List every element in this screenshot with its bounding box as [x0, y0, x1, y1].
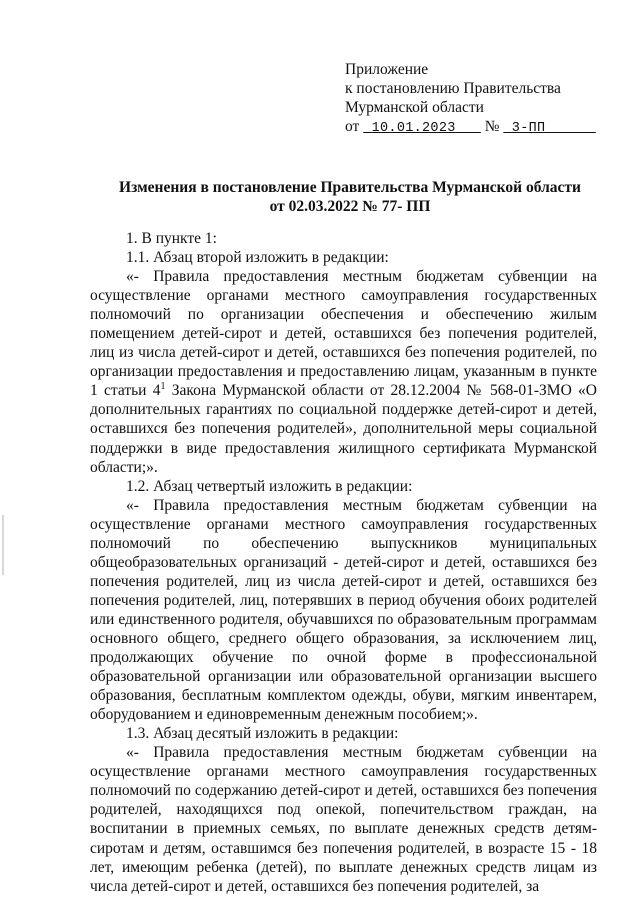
number-prefix: № — [484, 118, 500, 135]
date-value: 10.01.2023 — [371, 121, 456, 136]
date-prefix: от — [345, 118, 360, 135]
title-line-2: от 02.03.2022 № 77- ПП — [269, 198, 431, 215]
appendix-block — [345, 60, 596, 138]
document-title — [90, 178, 610, 216]
appendix-line-3: Мурманской области — [345, 99, 484, 116]
quote-1-superscript: 1 — [160, 381, 166, 393]
quote-1: «- Правила предоставления местным бюджетам субвенции на осуществление органами местного самоуправления государственных полномочий по организации обеспечения и обеспечению жилым помещением детей-сирот и детей, оставшихся без попечения родителей, лиц из числа детей-сирот и детей, оставшихся без попечения родителей, по организации предоставления и предоставлению лицам, указанным в пункте 1 статьи $4^1$ Закона Мурманской области от 28.12.2004 № 568-01-ЗМО «О дополнительных гарантиях по социальной поддержке детей-сирот и детей, оставшихся без попечения родителей», дополнительной меры социальной поддержки в виде предоставления жилищного сертификата Мурманской области;». — [90, 268, 597, 476]
title-line-1: Изменения в постановление Правительства Мурманской области — [119, 179, 581, 196]
appendix-line-1: Приложение — [345, 61, 429, 78]
clause-1-1: 1.1. Абзац второй изложить в редакции: — [126, 249, 389, 267]
clause-1-3: 1.3. Абзац десятый изложить в редакции: — [126, 725, 399, 743]
clause-1: 1. В пункте 1: — [126, 230, 217, 247]
quote-3: «- Правила предоставления местным бюджетам субвенции на осуществление органами местного самоуправления государственных полномочий по содержанию детей-сирот и детей, оставшихся без попечения родителей, находящихся под опекой, попечительством граждан, на воспитании в приемных семьях, по выплате денежных средств детям-сиротам и детям, оставшимся без попечения родителей, в возрасте 15 - 18 лет, имеющим ребенка (детей), по выплате денежных средств лицам из числа детей-сирот и детей, оставшихся без попечения родителей, за — [90, 744, 597, 895]
appendix-date-line — [345, 117, 596, 138]
quote-2: «- Правила предоставления местным бюджетам субвенции на осуществление органами местного самоуправления государственных полномочий по обеспечению выпускников муниципальных общеобразовательных организаций - детей-сирот и детей, оставшихся без попечения родителей, лиц из числа детей-сирот и детей, оставшихся без попечения родителей, лиц, потерявших в период обучения обоих родителей или единственного родителя, обучавшихся по образовательным программам основного общего, среднего общего образования, за исключением лиц, продолжающих обучение по очной форме в профессиональной образовательной организации или образовательной организации высшего образования, бесплатным комплектом одежды, обуви, мягким инвентарем, оборудованием и единовременным денежным пособием;». — [90, 496, 597, 724]
appendix-line-2: к постановлению Правительства — [345, 80, 561, 97]
scan-margin-mark — [2, 515, 4, 575]
clause-1-2: 1.2. Абзац четвертый изложить в редакции: — [126, 477, 413, 495]
document-body — [90, 229, 597, 896]
number-value: 3-ПП — [511, 121, 546, 136]
